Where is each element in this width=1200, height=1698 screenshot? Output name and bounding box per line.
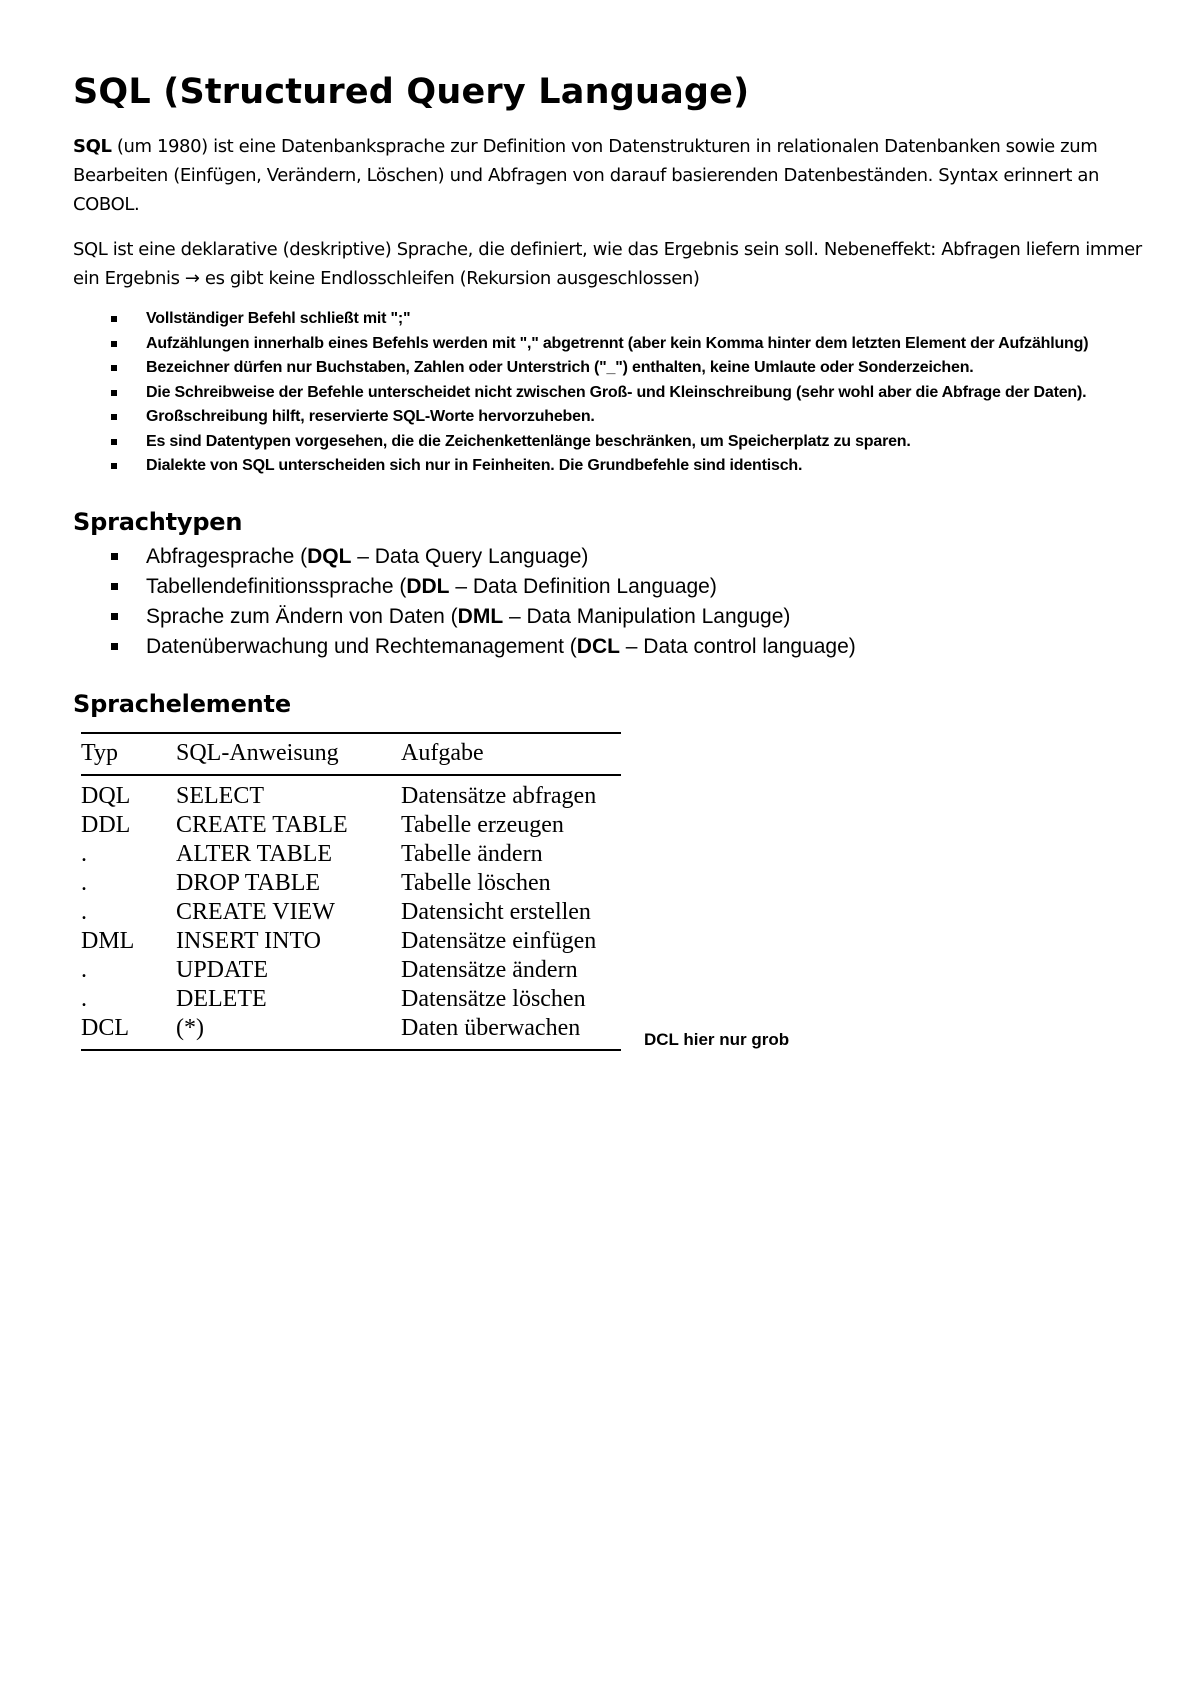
- rule-text: Vollständiger Befehl schließt mit ";": [146, 310, 411, 327]
- type-text: Sprache zum Ändern von Daten (: [146, 604, 458, 628]
- intro-paragraph-2: SQL ist eine deklarative (deskriptive) Sprache, die definiert, wie das Ergebnis sein soll. Nebeneffekt: Abfragen liefern immer ein Ergebnis → es gibt keine Endlosschleifen (Rekursion ausgeschlossen): [73, 239, 1142, 289]
- cell-typ: DML: [81, 927, 135, 954]
- sprachelemente-heading: Sprachelemente: [73, 689, 291, 718]
- list-item: [73, 356, 1156, 381]
- bullet-icon: [111, 583, 118, 590]
- table-row: [81, 869, 621, 898]
- cell-aufgabe: Datensicht erstellen: [401, 898, 591, 925]
- type-text: Tabellendefinitionssprache (: [146, 574, 407, 598]
- cell-sql: CREATE VIEW: [176, 898, 335, 925]
- type-text: Datenüberwachung und Rechtemanagement (: [146, 634, 577, 658]
- cell-aufgabe: Datensätze abfragen: [401, 782, 597, 809]
- cell-typ: DDL: [81, 811, 131, 838]
- cell-aufgabe: Datensätze löschen: [401, 985, 586, 1012]
- table-header-row: [81, 733, 621, 775]
- bullet-icon: [111, 553, 118, 560]
- cell-sql: UPDATE: [176, 956, 269, 983]
- cell-typ: .: [81, 956, 87, 983]
- type-abbr: DDL: [406, 574, 450, 598]
- intro-text-1: (um 1980) ist eine Datenbanksprache zur Definition von Datenstrukturen in relationalen Datenbanken sowie zum Bearbeiten (Einfügen, Verändern, Löschen) und Abfragen von darauf basierenden Datenbeständen. Syntax erinnert an COBOL.: [73, 136, 1099, 215]
- bullet-icon: [111, 613, 118, 620]
- type-text: – Data Definition Language): [449, 574, 717, 598]
- type-text: – Data Query Language): [351, 544, 589, 568]
- table-row: [81, 927, 621, 956]
- document-body: [73, 72, 1143, 1097]
- type-abbr: DQL: [307, 544, 352, 568]
- type-abbr: DML: [457, 604, 504, 628]
- cell-sql: SELECT: [176, 782, 264, 809]
- list-item: [73, 307, 1156, 332]
- table-row: [81, 1014, 621, 1050]
- table-row: [81, 840, 621, 869]
- intro-paragraph-1: [73, 132, 1143, 219]
- table-row: [81, 775, 621, 811]
- list-item: [73, 542, 1143, 572]
- table-row: [81, 956, 621, 985]
- list-item: [73, 430, 1156, 455]
- column-header-typ: Typ: [81, 733, 176, 775]
- type-text: Abfragesprache (: [146, 544, 308, 568]
- sprachtypen-heading: Sprachtypen: [73, 507, 243, 536]
- list-item: [73, 405, 1156, 430]
- rule-text: Bezeichner dürfen nur Buchstaben, Zahlen oder Unterstrich ("_") enthalten, keine Umlaute oder Sonderzeichen.: [146, 359, 974, 376]
- cell-sql: ALTER TABLE: [176, 840, 333, 867]
- cell-sql: CREATE TABLE: [176, 811, 348, 838]
- type-abbr: DCL: [576, 634, 620, 658]
- rule-text: Die Schreibweise der Befehle unterscheidet nicht zwischen Groß- und Kleinschreibung (sehr wohl aber die Abfrage der Daten).: [146, 383, 1087, 401]
- cell-typ: .: [81, 985, 87, 1012]
- rule-text: Dialekte von SQL unterscheiden sich nur in Feinheiten. Die Grundbefehle sind identisch.: [146, 457, 803, 474]
- table-row: [81, 811, 621, 840]
- column-header-sql-anweisung: SQL-Anweisung: [176, 733, 401, 775]
- table-row: [81, 985, 621, 1014]
- bullet-icon: [111, 414, 117, 420]
- rule-text: Aufzählungen innerhalb eines Befehls werden mit "," abgetrennt (aber kein Komma hinter dem letzten Element der Aufzählung): [146, 334, 1089, 352]
- cell-sql: INSERT INTO: [176, 927, 322, 954]
- sprachelemente-table: [81, 732, 621, 1051]
- bullet-icon: [111, 341, 117, 347]
- cell-typ: .: [81, 869, 87, 896]
- type-text: – Data control language): [619, 634, 856, 658]
- cell-typ: DQL: [81, 782, 131, 809]
- sprachelemente-area: [73, 732, 1143, 1097]
- bullet-icon: [111, 316, 117, 322]
- list-item: [73, 602, 1143, 632]
- cell-aufgabe: Tabelle erzeugen: [401, 811, 564, 838]
- bullet-icon: [111, 643, 118, 650]
- cell-aufgabe: Tabelle ändern: [401, 840, 543, 867]
- type-text: – Data Manipulation Languge): [503, 604, 791, 628]
- cell-typ: .: [81, 898, 87, 925]
- rule-text: Großschreibung hilft, reservierte SQL-Worte hervorzuheben.: [146, 408, 595, 425]
- cell-sql: (*): [176, 1014, 401, 1050]
- intro-sql-bold: SQL: [73, 136, 112, 157]
- cell-aufgabe: Datensätze einfügen: [401, 927, 597, 954]
- cell-typ: DCL: [81, 1014, 176, 1050]
- bullet-icon: [111, 390, 117, 396]
- bullet-icon: [111, 365, 117, 371]
- bullet-icon: [111, 463, 117, 469]
- rules-list: [73, 307, 1143, 479]
- list-item: [73, 572, 1143, 602]
- table-row: [81, 898, 621, 927]
- list-item: [73, 632, 1143, 662]
- column-header-aufgabe: Aufgabe: [401, 733, 621, 775]
- page-title: SQL (Structured Query Language): [73, 72, 750, 112]
- cell-typ: .: [81, 840, 87, 867]
- dcl-note: DCL hier nur grob: [644, 1029, 790, 1049]
- sprachtypen-list: [73, 542, 1143, 662]
- bullet-icon: [111, 439, 117, 445]
- cell-aufgabe: Datensätze ändern: [401, 956, 578, 983]
- cell-aufgabe: Tabelle löschen: [401, 869, 551, 896]
- list-item: [73, 454, 1156, 479]
- list-item: [73, 332, 1156, 357]
- cell-sql: DROP TABLE: [176, 869, 321, 896]
- cell-sql: DELETE: [176, 985, 267, 1012]
- list-item: [73, 381, 1156, 406]
- rule-text: Es sind Datentypen vorgesehen, die die Zeichenkettenlänge beschränken, um Speicherplatz zu sparen.: [146, 432, 911, 450]
- cell-aufgabe: Daten überwachen: [401, 1014, 621, 1050]
